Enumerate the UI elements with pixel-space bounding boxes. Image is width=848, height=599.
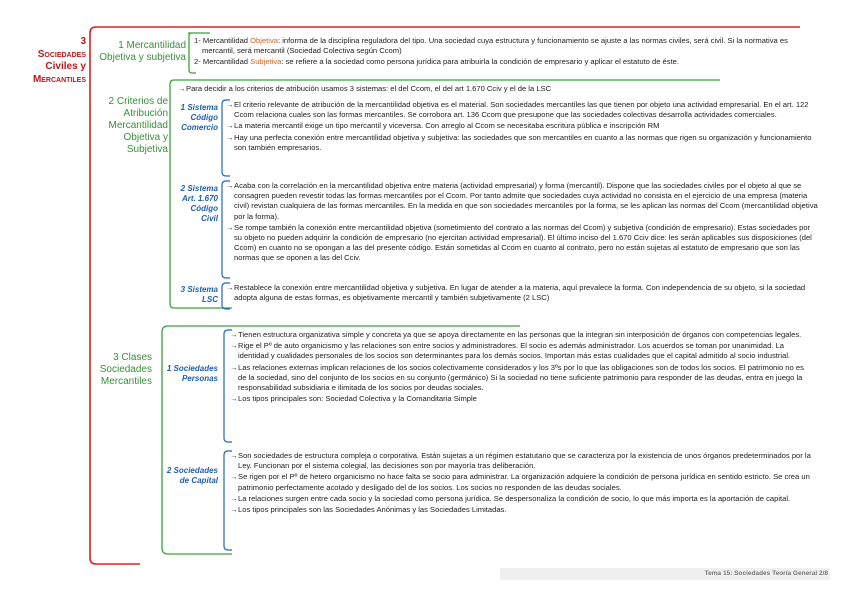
footer-title: Tema 15: Sociedades Teoría General (704, 570, 818, 577)
arrow-icon: → (230, 341, 238, 351)
arrow-icon: → (230, 394, 238, 404)
list-item: →Los tipos principales son: Sociedad Colectiva y la Comanditaria Simple (230, 394, 477, 404)
arrow-icon: → (230, 451, 238, 460)
arrow-icon: → (226, 121, 234, 131)
list-item: →Tienen estructura organizativa simple y concreta ya que se apoya directamente en las personas que la integran sin interposición de órganos con competencias legales. (230, 330, 802, 339)
title-number: 3 (80, 36, 86, 47)
arrow-icon: → (226, 100, 234, 109)
list-item: →Se rigen por el Pº de hetero organicismo no hace falta se socio para administrar. La organización adquiere la condición de persona jurídica en sentido estricto. Se crea un patrimonio perfectamente acotado y desligado del de los socios. Los socios no responden de las deudas sociales. (230, 472, 810, 492)
arrow-icon: → (230, 505, 238, 515)
list-item: →Acaba con la correlación en la mercantilidad objetiva entre materia (actividad empresarial) y forma (mercantil). Dispone que las sociedades civiles por el objeto al que se consagren pueden revestir todas las formas mercantiles por el Ccom. Por tanto admite que sociedades cuya actividad no consista en el ejercicio de una empresa (materia civil) revistan cualquiera de las formas mercantiles. En la medida en que son sociedades mercantiles por la forma, se les aplican las normas del Ccom (mercantilidad objetiva por la forma). (226, 181, 818, 221)
arrow-icon: → (226, 283, 234, 292)
sys2-label: 2 Sistema Art. 1.670 Código Civil (180, 184, 218, 223)
sys1-label: 1 Sistema Código Comercio (180, 103, 218, 132)
pers-label: 1 Sociedades Personas (166, 364, 218, 383)
sys3-label: 3 Sistema LSC (180, 285, 218, 304)
main-title (6, 36, 86, 86)
section2-label: 2 Criterios de Atribución Mercantilidad Objetiva y Subjetiva (108, 96, 168, 155)
sys1-content (226, 100, 818, 154)
section1-item-objetiva: 1- Mercantilidad Objetiva: informa de la disciplina reguladora del tipo. Una sociedad cuya estructura y funcionamiento se ajuste a las normas civiles, será civil. Si la normativa es mercantil, será mercantil (Sociedad Colectiva según Ccom) (194, 36, 788, 56)
arrow-icon: → (178, 84, 186, 93)
cap-content (230, 451, 812, 516)
list-item: →El criterio relevante de atribución de la mercantilidad objetiva es el material. Son sociedades mercantiles las que tienen por objeto una actividad empresarial. En el art. 122 Ccom relaciona cuales son las formas mercantiles. Se corrobora art. 136 Ccom que presupone que las sociedades colectivas desarrolla actividades comerciales. (226, 100, 809, 120)
sys3-content (226, 283, 818, 304)
objetiva-keyword: Objetiva (250, 36, 278, 45)
title-line-2: Civiles y (45, 61, 86, 72)
arrow-icon: → (226, 222, 234, 232)
subjetiva-keyword: Subjetiva (250, 57, 282, 67)
arrow-icon: → (226, 132, 234, 142)
list-item: →Son sociedades de estructura compleja o corporativa. Están sujetas a un régimen estatutario que se caracteriza por la existencia de unos órganos predeterminados por la Ley. Funcionan por el sistema colegial, las decisiones son por mayoría tras deliberación. (230, 451, 811, 471)
arrow-icon: → (230, 493, 238, 503)
arrow-icon: → (230, 330, 238, 339)
cap-label: 2 Sociedades de Capital (166, 466, 218, 485)
section1-content (194, 36, 794, 69)
sys2-content (226, 181, 818, 265)
list-item: →La relaciones surgen entre cada socio y la sociedad como persona jurídica. Se despersonaliza la condición de socio, lo que más importa es la aportación de capital. (230, 493, 791, 503)
section2-intro: →Para decidir a los criterios de atribución usamos 3 sistemas: el del Ccom, el del art 1.670 Cciv y el de la LSC (178, 84, 552, 93)
footer (640, 570, 828, 577)
list-item: →La materia mercantil exige un tipo mercantil y viceversa. Con arreglo al Ccom se necesitaba escritura pública e inscripción RM (226, 121, 660, 131)
list-item: →Se rompe también la conexión entre mercantilidad objetiva (sometimiento del contrato a las normas del Ccom) y subjetiva (condición de empresario). Estas sociedades por su objeto no pueden adquirir la condición de empresario (no ejercitan actividad empresarial). El último inciso del 1.670 Cciv dice: les serán aplicables sus disposiciones (del Ccom) en cuanto no se opongan a las del presente código. Están sometidas al Ccom en cuanto al contrato, pero no están sujetas al estatuto de empresario que son las normas que se oponen a las del Cciv. (226, 222, 812, 263)
arrow-icon: → (226, 181, 234, 190)
section3-label: 3 Clases Sociedades Mercantiles (99, 352, 152, 387)
list-item: →Los tipos principales son las Sociedades Anónimas y las Sociedades Limitadas. (230, 505, 507, 515)
list-item: →Restablece la conexión entre mercantilidad objetiva y subjetiva. En lugar de atender a la materia, aquí prevalece la forma. Con independencia de su objeto, si la sociedad adopta alguna de estas formas, es objetivamente mercantil y también subjetivamente (2 LSC) (226, 283, 806, 303)
section1-item-subjetiva: 2- Mercantilidad Subjetiva: se refiere a la sociedad como persona jurídica para atribuirla la condición de empresario y aplicar el estatuto de éste. (194, 57, 680, 67)
arrow-icon: → (230, 362, 238, 372)
list-item: →Hay una perfecta conexión entre mercantilidad objetiva y subjetiva: las sociedades que son mercantiles en cuanto a las normas que rigen su organización y funcionamiento son también empresarios. (226, 132, 812, 152)
list-item: →Rige el Pº de auto organicismo y las relaciones son entre socios y administradores. El socio es además administrador. Los acuerdos se toman por unanimidad. La identidad y cualidades personales de los socios son determinantes para los demás socios. Importan más estas cualidades que el capital admitido al socio industrial. (230, 341, 791, 361)
pers-content (230, 330, 812, 405)
arrow-icon: → (230, 472, 238, 482)
green-bracket-s3 (162, 326, 232, 554)
page-number: 2/8 (818, 570, 828, 577)
section1-label: 1 Mercantilidad Objetiva y subjetiva (99, 40, 186, 63)
title-line-1: Sociedades (37, 48, 86, 60)
list-item: →Las relaciones externas implican relaciones de los socios colectivamente considerados y los 3ºs por lo que las obligaciones son de todos los socios. El patrimonio no es de la sociedad, sino del conjunto de los socios en su conjunto (germánico) Si la sociedad no tiene suficiente patrimonio para responder de las deudas, entra en juego la responsabilidad subsidiaria e ilimitada de los socios por deudas sociales. (230, 362, 804, 393)
title-line-3: Mercantiles (32, 73, 86, 85)
